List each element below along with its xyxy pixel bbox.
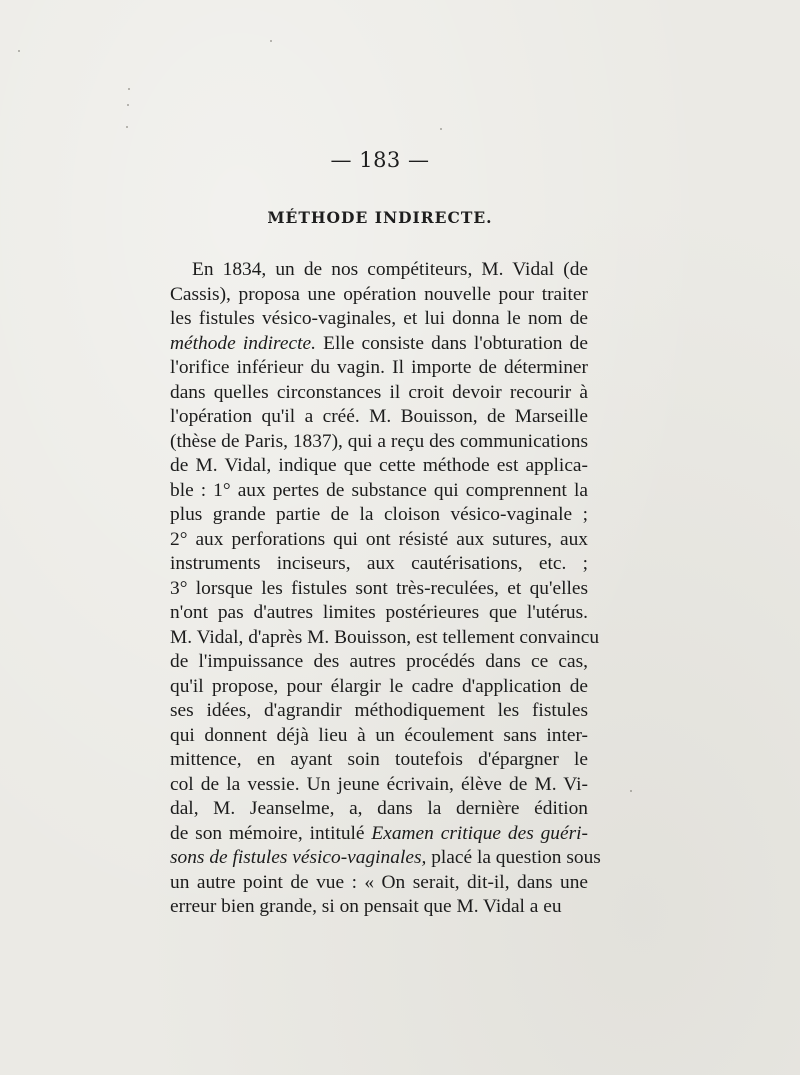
text-line xyxy=(170,895,588,920)
text-run: placé la question sous xyxy=(426,847,601,868)
text-run: En 1834, un de nos compétiteurs, M. Vidal (de xyxy=(192,259,588,280)
paper-speck xyxy=(18,50,20,52)
text-run: 2° aux perforations qui ont résisté aux sutures, aux xyxy=(170,528,588,550)
text-line xyxy=(170,601,588,626)
section-title: MÉTHODE INDIRECTE. xyxy=(267,208,493,227)
body-paragraph xyxy=(170,258,601,920)
paper-speck xyxy=(126,126,128,128)
text-run: erreur bien grande, si on pensait que M. Vidal a eu xyxy=(170,896,562,917)
text-line xyxy=(170,773,588,798)
text-line xyxy=(170,748,588,773)
paper-speck xyxy=(440,128,442,130)
page-number: — 183 — xyxy=(330,148,430,172)
text-line xyxy=(170,577,588,602)
text-line xyxy=(170,405,588,430)
text-run: M. Vidal, d'après M. Bouisson, est tellement convaincu xyxy=(170,626,600,648)
text-line xyxy=(170,283,588,308)
text-run: ses idées, d'agrandir méthodiquement les fistules xyxy=(170,700,588,721)
paper-speck xyxy=(630,790,632,792)
text-line xyxy=(170,552,588,577)
text-line xyxy=(170,307,588,332)
text-run: de l'impuissance des autres procédés dans ce cas, xyxy=(170,651,588,672)
text-run: de M. Vidal, indique que cette méthode est applica- xyxy=(170,455,588,476)
text-run: l'orifice inférieur du vagin. Il importe de déterminer xyxy=(170,357,588,378)
text-line xyxy=(170,332,588,357)
text-run: mittence, en ayant soin toutefois d'épargner le xyxy=(170,749,588,770)
text-line xyxy=(170,454,588,479)
text-run: instruments inciseurs, aux cautérisations, etc. ; xyxy=(170,553,588,574)
text-run: qu'il propose, pour élargir le cadre d'application de xyxy=(170,675,588,697)
text-line xyxy=(170,724,588,749)
text-run: 3° lorsque les fistules sont très-reculées, et qu'elles xyxy=(170,577,588,599)
text-line xyxy=(170,430,588,455)
text-run: dans quelles circonstances il croit devoir recourir à xyxy=(170,381,588,403)
text-run: ble : 1° aux pertes de substance qui comprennent la xyxy=(170,479,588,501)
text-run: de son mémoire, intitulé xyxy=(170,822,372,844)
text-run: Elle consiste dans l'obturation de xyxy=(315,332,588,354)
text-line xyxy=(170,822,588,847)
text-line xyxy=(170,699,588,724)
text-line xyxy=(170,381,588,406)
text-run: dal, M. Jeanselme, a, dans la dernière édition xyxy=(170,798,588,819)
text-line xyxy=(170,528,588,553)
paper-speck xyxy=(128,88,130,90)
text-line xyxy=(170,797,588,822)
text-line xyxy=(170,846,601,871)
text-run: plus grande partie de la cloison vésico-vaginale ; xyxy=(170,504,588,525)
text-line xyxy=(170,479,588,504)
italic-phrase: sons de fistules vésico-vaginales, xyxy=(170,847,427,868)
paper-speck xyxy=(270,40,272,42)
text-line xyxy=(170,675,588,700)
italic-phrase: Examen critique des guéri- xyxy=(371,822,588,844)
text-run: qui donnent déjà lieu à un écoulement sans inter- xyxy=(170,724,588,746)
text-line xyxy=(170,650,588,675)
text-run: (thèse de Paris, 1837), qui a reçu des communications xyxy=(170,430,588,452)
text-line xyxy=(170,871,588,896)
text-run: n'ont pas d'autres limites postérieures que l'utérus. xyxy=(170,602,588,623)
text-line xyxy=(170,258,588,283)
text-run: un autre point de vue : « On serait, dit-il, dans une xyxy=(170,871,588,893)
text-run: Cassis), proposa une opération nouvelle pour traiter xyxy=(170,283,588,305)
text-line xyxy=(170,356,588,381)
text-run: les fistules vésico-vaginales, et lui donna le nom de xyxy=(170,308,588,329)
text-run: col de la vessie. Un jeune écrivain, élève de M. Vi- xyxy=(170,773,588,795)
italic-phrase: méthode indirecte. xyxy=(170,332,316,354)
text-run: l'opération qu'il a créé. M. Bouisson, de Marseille xyxy=(170,406,588,427)
text-line xyxy=(170,626,600,651)
text-line xyxy=(170,503,588,528)
paper-speck xyxy=(127,104,129,106)
